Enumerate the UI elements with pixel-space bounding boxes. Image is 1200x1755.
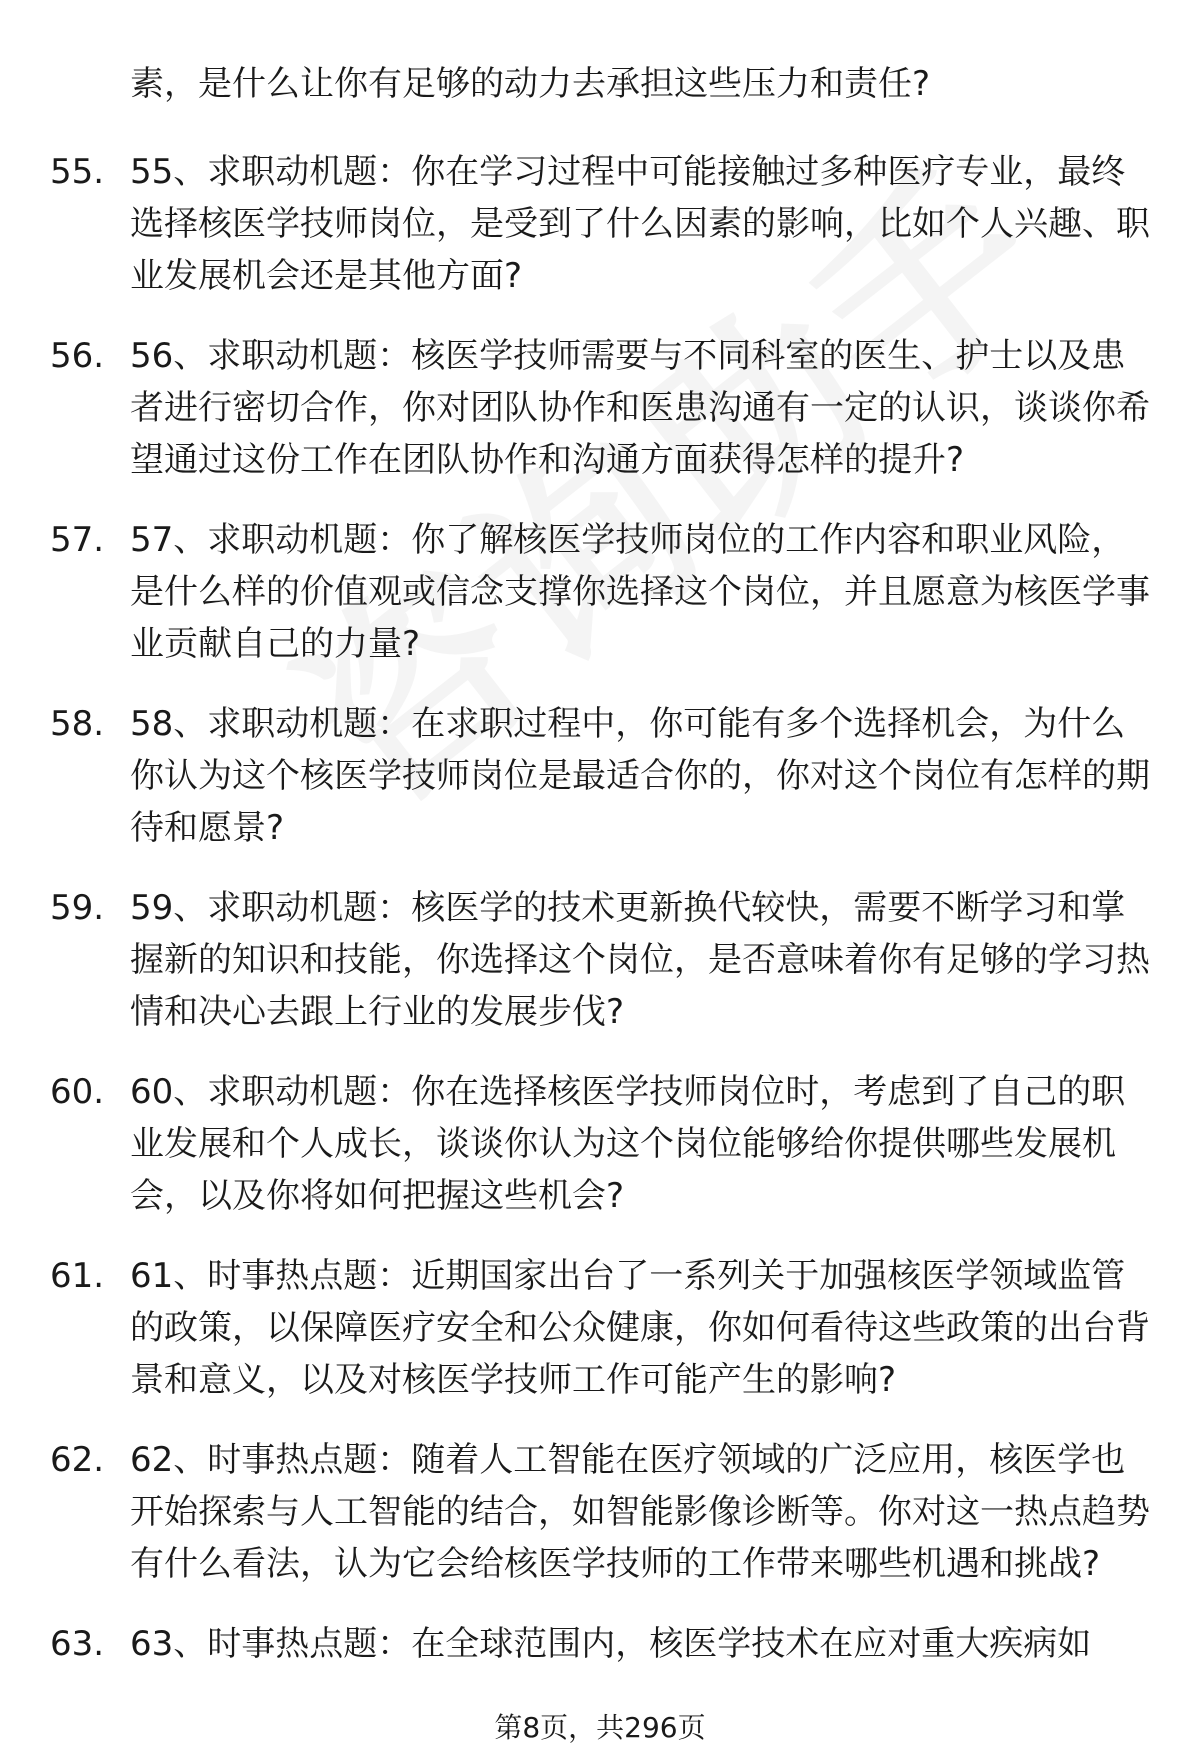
question-number: 58. bbox=[50, 704, 105, 744]
question-item bbox=[50, 698, 1150, 854]
question-item bbox=[50, 882, 1150, 1038]
question-number: 56. bbox=[50, 336, 105, 376]
question-text: 60、求职动机题：你在选择核医学技师岗位时，考虑到了自己的职业发展和个人成长，谈谈你认为这个岗位能够给你提供哪些发展机会，以及你将如何把握这些机会? bbox=[130, 1072, 1126, 1216]
question-item bbox=[50, 1066, 1150, 1222]
question-text: 59、求职动机题：核医学的技术更新换代较快，需要不断学习和掌握新的知识和技能，你选择这个岗位，是否意味着你有足够的学习热情和决心去跟上行业的发展步伐? bbox=[130, 888, 1150, 1032]
question-text: 63、时事热点题：在全球范围内，核医学技术在应对重大疾病如 bbox=[130, 1624, 1092, 1664]
page-footer: 第8页，共296页 bbox=[494, 1711, 706, 1744]
question-text: 55、求职动机题：你在学习过程中可能接触过多种医疗专业，最终选择核医学技师岗位，是受到了什么因素的影响，比如个人兴趣、职业发展机会还是其他方面? bbox=[130, 152, 1150, 296]
question-number: 59. bbox=[50, 888, 105, 928]
question-item bbox=[50, 330, 1150, 486]
question-list bbox=[50, 146, 1150, 1698]
question-number: 60. bbox=[50, 1072, 105, 1112]
question-text: 61、时事热点题：近期国家出台了一系列关于加强核医学领域监管的政策，以保障医疗安全和公众健康，你如何看待这些政策的出台背景和意义，以及对核医学技师工作可能产生的影响? bbox=[130, 1256, 1150, 1400]
continued-text: 素，是什么让你有足够的动力去承担这些压力和责任? bbox=[130, 64, 931, 104]
question-item bbox=[50, 146, 1150, 302]
question-number: 63. bbox=[50, 1624, 105, 1664]
question-number: 62. bbox=[50, 1440, 105, 1480]
question-item bbox=[50, 1250, 1150, 1406]
question-text: 62、时事热点题：随着人工智能在医疗领域的广泛应用，核医学也开始探索与人工智能的结合，如智能影像诊断等。你对这一热点趋势有什么看法，认为它会给核医学技师的工作带来哪些机遇和挑战? bbox=[130, 1440, 1150, 1584]
question-number: 57. bbox=[50, 520, 105, 560]
question-number: 61. bbox=[50, 1256, 105, 1296]
question-item bbox=[50, 514, 1150, 670]
question-item bbox=[50, 1618, 1150, 1670]
question-text: 57、求职动机题：你了解核医学技师岗位的工作内容和职业风险，是什么样的价值观或信念支撑你选择这个岗位，并且愿意为核医学事业贡献自己的力量? bbox=[130, 520, 1150, 664]
question-text: 58、求职动机题：在求职过程中，你可能有多个选择机会，为什么你认为这个核医学技师岗位是最适合你的，你对这个岗位有怎样的期待和愿景? bbox=[130, 704, 1150, 848]
question-item bbox=[50, 1434, 1150, 1590]
question-number: 55. bbox=[50, 152, 105, 192]
question-text: 56、求职动机题：核医学技师需要与不同科室的医生、护士以及患者进行密切合作，你对团队协作和医患沟通有一定的认识，谈谈你希望通过这份工作在团队协作和沟通方面获得怎样的提升? bbox=[130, 336, 1150, 480]
